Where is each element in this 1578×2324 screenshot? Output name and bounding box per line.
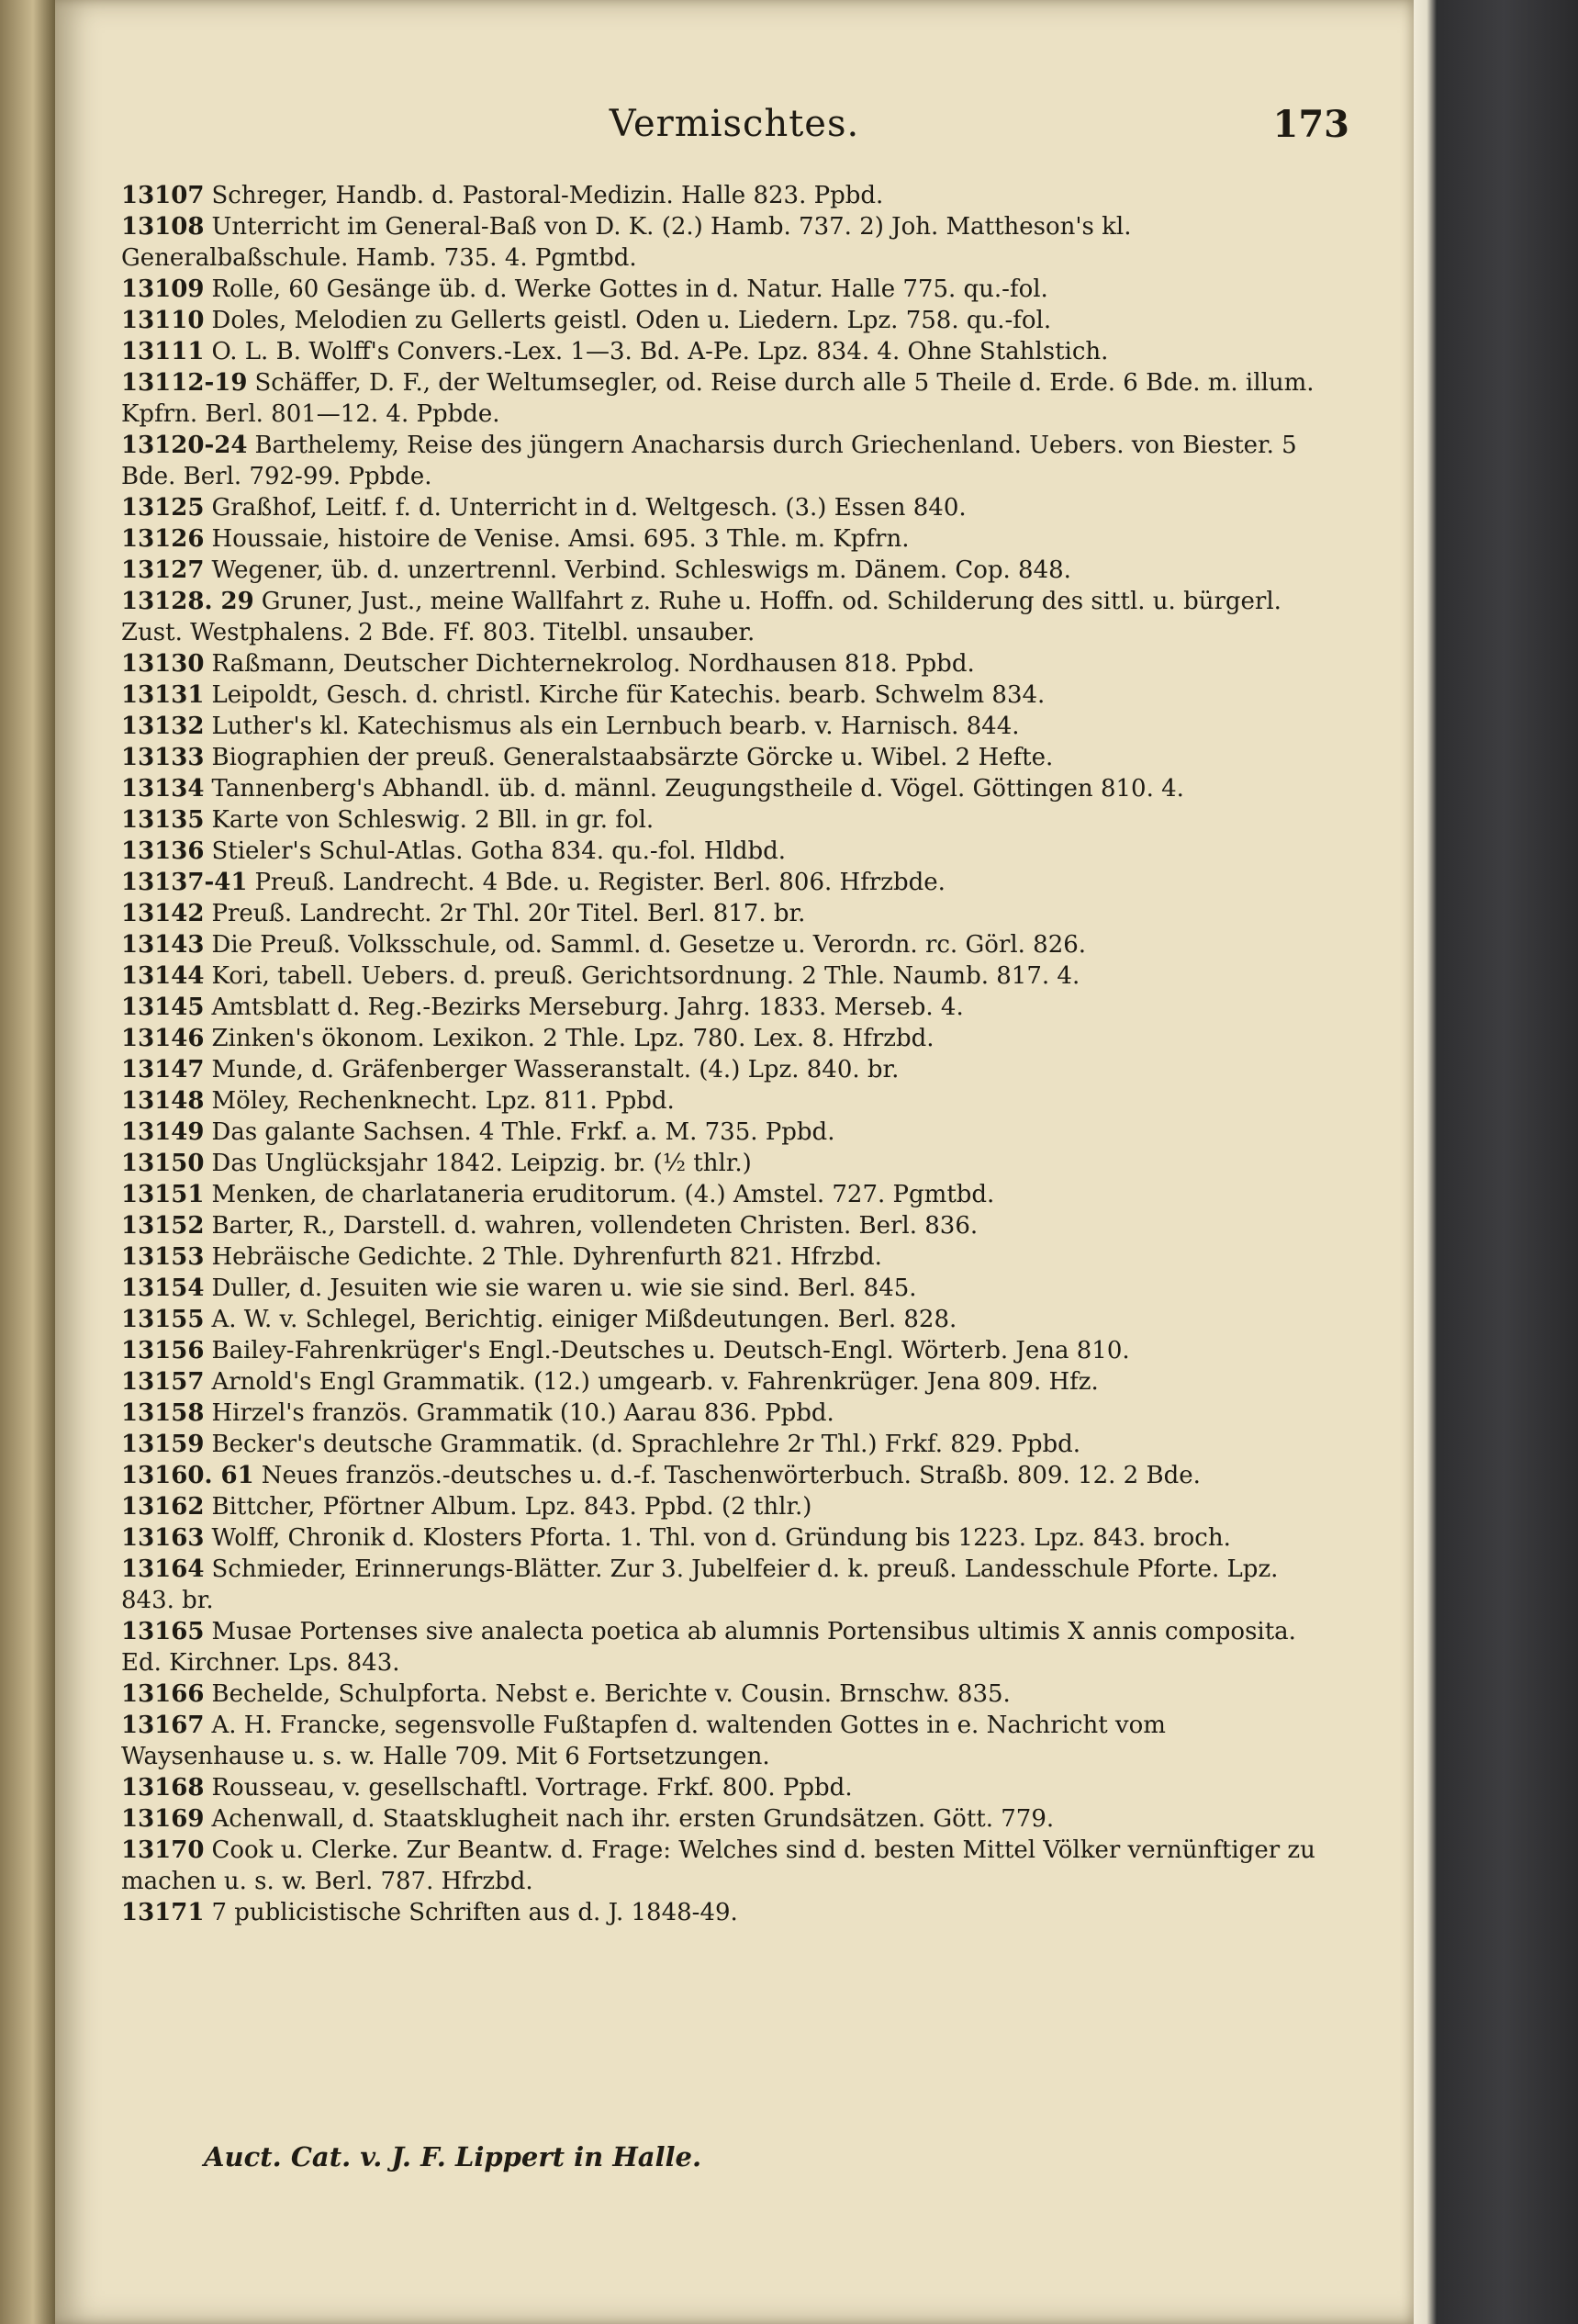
entry-number: 13156 [121,1337,205,1364]
catalog-entry [121,1803,1333,1835]
entry-number: 13154 [121,1274,205,1302]
catalog-entry [121,1241,1333,1273]
entry-number: 13150 [121,1150,205,1177]
entry-number: 13160. 61 [121,1462,254,1489]
catalog-entry [121,555,1333,586]
entry-text: Becker's deutsche Grammatik. (d. Sprachlehre 2r Thl.) Frkf. 829. Ppbd. [211,1431,1081,1458]
entry-number: 13148 [121,1087,205,1115]
entry-number: 13158 [121,1399,205,1427]
entry-text: Zinken's ökonom. Lexikon. 2 Thle. Lpz. 780. Lex. 8. Hfrzbd. [211,1025,934,1052]
catalog-entry [121,1616,1333,1678]
entry-text: Karte von Schleswig. 2 Bll. in gr. fol. [211,806,655,834]
catalog-entry [121,1460,1333,1491]
entry-number: 13135 [121,806,205,834]
catalog-entry [121,180,1333,211]
entry-text: Arnold's Engl Grammatik. (12.) umgearb. v. Fahrenkrüger. Jena 809. Hfz. [211,1368,1099,1396]
entry-number: 13126 [121,525,205,553]
entry-text: Preuß. Landrecht. 2r Thl. 20r Titel. Berl. 817. br. [211,900,806,927]
entry-text: Kori, tabell. Uebers. d. preuß. Gerichtsordnung. 2 Thle. Naumb. 817. 4. [211,962,1080,990]
entry-number: 13142 [121,900,205,927]
entry-number: 13132 [121,713,205,740]
entry-text: Hebräische Gedichte. 2 Thle. Dyhrenfurth 821. Hfrzbd. [211,1243,882,1271]
catalog-entry [121,1366,1333,1398]
entry-text: Wegener, üb. d. unzertrennl. Verbind. Schleswigs m. Dänem. Cop. 848. [211,556,1071,584]
entry-text: Barter, R., Darstell. d. wahren, vollendeten Christen. Berl. 836. [211,1212,979,1240]
entry-number: 13127 [121,556,205,584]
entry-number: 13164 [121,1555,205,1583]
entry-number: 13162 [121,1493,205,1521]
catalog-entry [121,1148,1333,1179]
entry-text: Unterricht im General-Baß von D. K. (2.) Hamb. 737. 2) Joh. Mattheson's kl. Generalbaßschule. Hamb. 735. 4. Pgmtbd. [121,213,1132,272]
facing-page-edge [0,0,55,2324]
entry-text: Die Preuß. Volksschule, od. Samml. d. Gesetze u. Verordn. rc. Görl. 826. [211,931,1087,959]
entry-number: 13134 [121,775,205,803]
entry-text: Houssaie, histoire de Venise. Amsi. 695. 3 Thle. m. Kpfrn. [211,525,910,553]
catalog-entry [121,211,1333,274]
entry-number: 13153 [121,1243,205,1271]
catalog-entry [121,305,1333,336]
entry-number: 13168 [121,1774,205,1802]
entry-number: 13155 [121,1306,205,1333]
entry-number: 13128. 29 [121,588,254,615]
entry-number: 13143 [121,931,205,959]
entry-text: Amtsblatt d. Reg.-Bezirks Merseburg. Jahrg. 1833. Merseb. 4. [211,994,964,1021]
running-head [55,103,1414,154]
entry-number: 13136 [121,837,205,865]
entry-text: Schmieder, Erinnerungs-Blätter. Zur 3. Jubelfeier d. k. preuß. Landesschule Pforte. Lpz. 843. br. [121,1555,1279,1614]
entry-number: 13165 [121,1618,205,1645]
entry-text: Tannenberg's Abhandl. üb. d. männl. Zeugungstheile d. Vögel. Göttingen 810. 4. [211,775,1184,803]
catalog-entry [121,1491,1333,1522]
entry-number: 13110 [121,307,205,334]
catalog-entry [121,992,1333,1023]
catalog-entry [121,1522,1333,1554]
entry-text: Menken, de charlataneria eruditorum. (4.) Amstel. 727. Pgmtbd. [211,1181,995,1208]
entry-text: Leipoldt, Gesch. d. christl. Kirche für Katechis. bearb. Schwelm 834. [211,681,1046,709]
entry-text: Hirzel's französ. Grammatik (10.) Aarau 836. Ppbd. [211,1399,834,1427]
entry-number: 13159 [121,1431,205,1458]
entry-text: Doles, Melodien zu Gellerts geistl. Oden u. Liedern. Lpz. 758. qu.-fol. [211,307,1052,334]
entry-text: O. L. B. Wolff's Convers.-Lex. 1—3. Bd. A-Pe. Lpz. 834. 4. Ohne Stahlstich. [211,338,1109,365]
entry-text: Stieler's Schul-Atlas. Gotha 834. qu.-fol. Hldbd. [211,837,787,865]
book-cover-board [1414,0,1578,2324]
catalog-entry [121,1398,1333,1429]
catalog-entry [121,1678,1333,1710]
catalog-entry [121,960,1333,992]
catalog-entry [121,367,1333,430]
catalog-entry [121,586,1333,648]
catalog-entry [121,648,1333,679]
entry-number: 13149 [121,1118,205,1146]
entry-number: 13167 [121,1712,205,1739]
entry-number: 13133 [121,744,205,771]
entry-number: 13112-19 [121,369,248,397]
entry-text: A. H. Francke, segensvolle Fußtapfen d. waltenden Gottes in e. Nachricht vom Waysenhause u. s. w. Halle 709. Mit 6 Fortsetzungen. [121,1712,1166,1770]
entry-text: Musae Portenses sive analecta poetica ab alumnis Portensibus ultimis X annis composita. Ed. Kirchner. Lps. 843. [121,1618,1296,1677]
catalog-entry [121,773,1333,804]
entry-text: Möley, Rechenknecht. Lpz. 811. Ppbd. [211,1087,675,1115]
entry-text: Bittcher, Pförtner Album. Lpz. 843. Ppbd. (2 thlr.) [211,1493,812,1521]
entry-text: Raßmann, Deutscher Dichternekrolog. Nordhausen 818. Ppbd. [211,650,975,678]
entry-number: 13171 [121,1899,205,1926]
catalog-entry [121,1429,1333,1460]
entry-text: Cook u. Clerke. Zur Beantw. d. Frage: Welches sind d. besten Mittel Völker vernünftiger zu machen u. s. w. Berl. 787. Hfrzbd. [121,1836,1315,1895]
entry-text: A. W. v. Schlegel, Berichtig. einiger Mißdeutungen. Berl. 828. [211,1306,957,1333]
catalog-entry [121,1179,1333,1210]
catalog-entry [121,1273,1333,1304]
entry-text: 7 publicistische Schriften aus d. J. 1848-49. [211,1899,738,1926]
catalog-entry [121,836,1333,867]
entry-text: Luther's kl. Katechismus als ein Lernbuch bearb. v. Harnisch. 844. [211,713,1020,740]
entry-text: Das galante Sachsen. 4 Thle. Frkf. a. M. 735. Ppbd. [211,1118,835,1146]
catalog-entry [121,1117,1333,1148]
entry-number: 13146 [121,1025,205,1052]
catalog-page [55,0,1414,2324]
entry-number: 13151 [121,1181,205,1208]
entry-number: 13169 [121,1805,205,1833]
catalog-entry [121,1210,1333,1241]
entry-number: 13130 [121,650,205,678]
entry-text: Schäffer, D. F., der Weltumsegler, od. Reise durch alle 5 Theile d. Erde. 6 Bde. m. illum. Kpfrn. Berl. 801—12. 4. Ppbde. [121,369,1315,428]
catalog-entry [121,274,1333,305]
catalog-entry [121,492,1333,523]
catalog-entry [121,1023,1333,1054]
entry-number: 13108 [121,213,205,241]
entry-text: Preuß. Landrecht. 4 Bde. u. Register. Berl. 806. Hfrzbde. [254,869,946,896]
entry-number: 13120-24 [121,432,248,459]
entry-text: Gruner, Just., meine Wallfahrt z. Ruhe u. Hoffn. od. Schilderung des sittl. u. bürgerl. Zust. Westphalens. 2 Bde. Ff. 803. Titelbl. unsauber. [121,588,1281,646]
catalog-entry [121,1054,1333,1085]
catalog-entry [121,679,1333,711]
entry-number: 13152 [121,1212,205,1240]
entry-number: 13109 [121,275,205,303]
catalog-entry [121,1897,1333,1928]
entry-text: Bechelde, Schulpforta. Nebst e. Berichte v. Cousin. Brnschw. 835. [211,1680,1011,1708]
catalog-entry [121,867,1333,898]
catalog-entry [121,1710,1333,1772]
catalog-entry [121,929,1333,960]
entry-text: Achenwall, d. Staatsklugheit nach ihr. ersten Grundsätzen. Gött. 779. [211,1805,1055,1833]
entry-number: 13125 [121,494,205,522]
entry-number: 13163 [121,1524,205,1552]
entry-text: Graßhof, Leitf. f. d. Unterricht in d. Weltgesch. (3.) Essen 840. [211,494,967,522]
page-number: 173 [1272,103,1349,146]
entry-number: 13147 [121,1056,205,1083]
catalog-entry [121,1772,1333,1803]
catalog-entry [121,430,1333,492]
entry-number: 13111 [121,338,205,365]
entry-number: 13145 [121,994,205,1021]
entry-number: 13131 [121,681,205,709]
catalog-entry [121,742,1333,773]
entry-number: 13166 [121,1680,205,1708]
entry-text: Rolle, 60 Gesänge üb. d. Werke Gottes in d. Natur. Halle 775. qu.-fol. [211,275,1048,303]
entry-number: 13137-41 [121,869,248,896]
entry-text: Biographien der preuß. Generalstaabsärzte Görcke u. Wibel. 2 Hefte. [211,744,1054,771]
running-title: Vermischtes. [609,103,860,145]
catalog-entry [121,1554,1333,1616]
entry-number: 13144 [121,962,205,990]
entry-text: Das Unglücksjahr 1842. Leipzig. br. (½ thlr.) [211,1150,752,1177]
catalog-entry [121,1304,1333,1335]
entry-text: Munde, d. Gräfenberger Wasseranstalt. (4.) Lpz. 840. br. [211,1056,900,1083]
catalog-entry [121,1335,1333,1366]
catalog-entry [121,1085,1333,1117]
entry-text: Rousseau, v. gesellschaftl. Vortrage. Frkf. 800. Ppbd. [211,1774,853,1802]
catalog-entry [121,523,1333,555]
entry-text: Neues französ.-deutsches u. d.-f. Taschenwörterbuch. Straßb. 809. 12. 2 Bde. [261,1462,1201,1489]
entry-text: Duller, d. Jesuiten wie sie waren u. wie sie sind. Berl. 845. [211,1274,917,1302]
catalog-entry [121,804,1333,836]
catalog-entries [121,180,1333,1928]
entry-text: Wolff, Chronik d. Klosters Pforta. 1. Thl. von d. Gründung bis 1223. Lpz. 843. broch. [211,1524,1231,1552]
entry-text: Bailey-Fahrenkrüger's Engl.-Deutsches u. Deutsch-Engl. Wörterb. Jena 810. [211,1337,1130,1364]
catalog-entry [121,711,1333,742]
entry-number: 13157 [121,1368,205,1396]
entry-text: Barthelemy, Reise des jüngern Anacharsis durch Griechenland. Uebers. von Biester. 5 Bde. Berl. 792-99. Ppbde. [121,432,1297,490]
catalog-entry [121,1835,1333,1897]
entry-text: Schreger, Handb. d. Pastoral-Medizin. Halle 823. Ppbd. [211,182,884,209]
entry-number: 13170 [121,1836,205,1864]
catalog-entry [121,336,1333,367]
catalog-footer: Auct. Cat. v. J. F. Lippert in Halle. [204,2141,702,2172]
entry-number: 13107 [121,182,205,209]
catalog-entry [121,898,1333,929]
